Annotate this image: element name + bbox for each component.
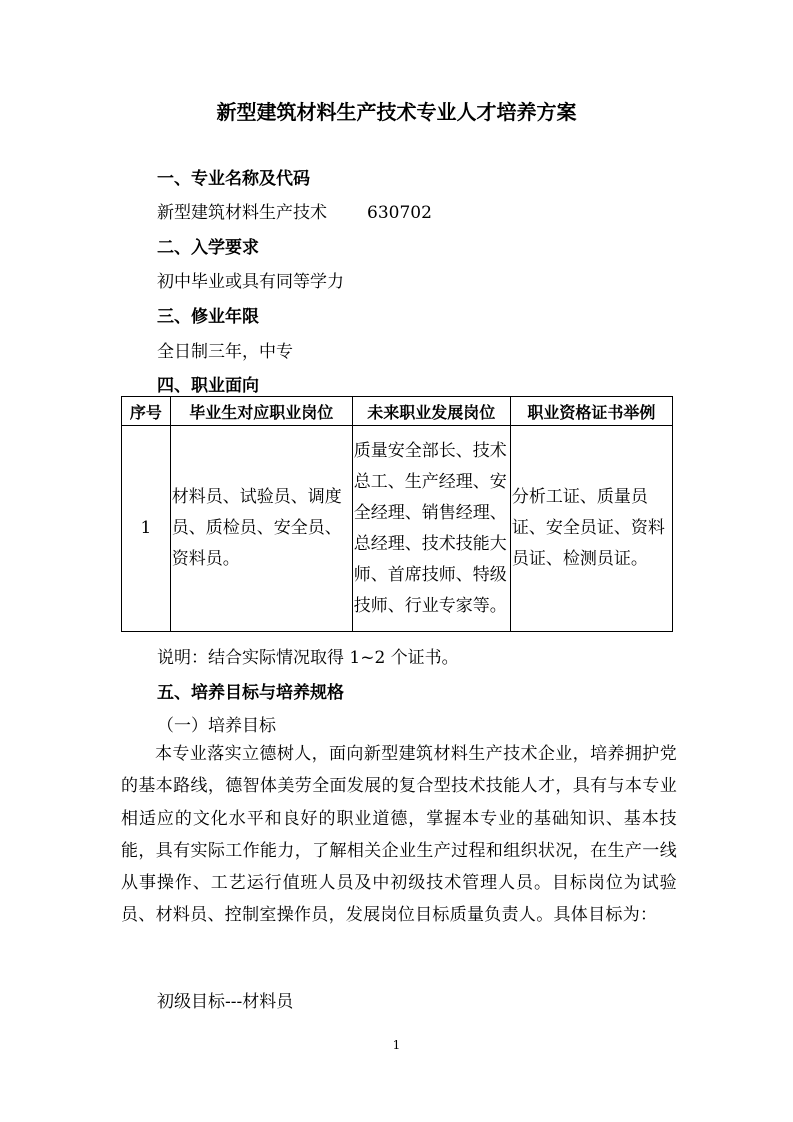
header-current-post: 毕业生对应职业岗位 xyxy=(170,397,352,426)
header-no: 序号 xyxy=(122,397,171,426)
row-no: 1 xyxy=(122,426,171,632)
section-2-heading: 二、入学要求 xyxy=(157,238,259,258)
major-name-code xyxy=(157,198,432,223)
study-duration: 全日制三年，中专 xyxy=(157,342,293,362)
row-certificates: 分析工证、质量员证、安全员证、资料员证、检测员证。 xyxy=(510,426,672,632)
level-1-goal: 初级目标---材料员 xyxy=(157,992,294,1012)
header-future-post: 未来职业发展岗位 xyxy=(352,397,510,426)
training-goal-paragraph: 本专业落实立德树人，面向新型建筑材料生产技术企业，培养拥护党的基本路线，德智体美劳全面发展的复合型技术技能人才，具有与本专业相适应的文化水平和良好的职业道德，掌握本专业的基础知识、基本技能，具有实际工作能力，了解相关企业生产过程和组织状况，在生产一线从事操作、工艺运行值班人员及中初级技术管理人员。目标岗位为试验员、材料员、控制室操作员，发展岗位目标质量负责人。具体目标为： xyxy=(121,744,677,926)
table-row xyxy=(122,426,673,632)
section-1-heading: 一、专业名称及代码 xyxy=(157,169,310,189)
section-5-heading: 五、培养目标与培养规格 xyxy=(157,683,344,703)
page-number: 1 xyxy=(392,1038,401,1052)
admission-requirement: 初中毕业或具有同等学力 xyxy=(157,272,344,292)
section-4-heading: 四、职业面向 xyxy=(157,376,259,396)
row-future-posts: 质量安全部长、技术总工、生产经理、安全经理、销售经理、总经理、技术技能大师、首席技师、特级技师、行业专家等。 xyxy=(352,426,510,632)
table-header-row xyxy=(122,397,673,426)
subsection-training-goal: （一）培养目标 xyxy=(157,716,276,736)
section-3-heading: 三、修业年限 xyxy=(157,307,259,327)
document-title: 新型建筑材料生产技术专业人才培养方案 xyxy=(216,100,577,124)
major-code: 630702 xyxy=(367,203,432,223)
header-certificates: 职业资格证书举例 xyxy=(510,397,672,426)
major-name: 新型建筑材料生产技术 xyxy=(157,203,327,223)
table-note: 说明：结合实际情况取得 1~2 个证书。 xyxy=(157,648,459,668)
career-table xyxy=(121,396,673,632)
row-current-posts: 材料员、试验员、调度员、质检员、安全员、资料员。 xyxy=(170,426,352,632)
